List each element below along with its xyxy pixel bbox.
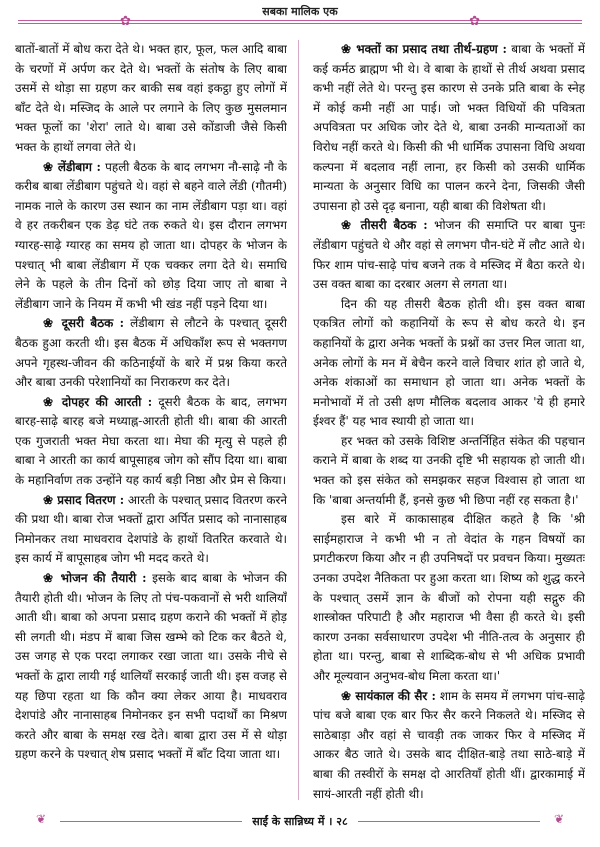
section-prasad-distribution: [15, 491, 287, 569]
section-body: भोजन की समाप्ति पर बाबा पुनः लेंडीबाग पहुंचते थे और वहां से लगभग पौन-घंटे में लौट आते थे। फिर शाम पांच-साढ़े पांच बजने तक वे मस्जिद में बैठा करते थे। उस वक्त बाबा का दरबार अलग से लगता था।: [313, 218, 585, 292]
section-heading: ❀ भक्तों का प्रसाद तथा तीर्थ-ग्रहण :: [341, 42, 507, 56]
right-column: [313, 40, 585, 800]
section-devotee-prasad: [313, 40, 585, 216]
page-footer: [0, 812, 600, 847]
left-column: [15, 40, 287, 800]
page-header: [0, 0, 600, 34]
paragraph: दिन की यह तीसरी बैठक होती थी। इस वक्त बाबा एकत्रित लोगों को कहानियों के रूप से बोध करते थे। इन कहानियों के द्वारा अनेक भक्तों के प्रश्नों का उत्तर मिल जाता था, अनेक लोगों के मन में बेचैन करने वाले विचार शांत हो जाते थे, अनेक शंकाओं का समाधान हो जाता था। अनेक भक्तों के मनोभावों में तो उसी क्षण मौलिक बदलाव आकर 'ये ही हमारे ईश्वर हैं' यह भाव स्थायी हो जाता था।: [313, 296, 585, 429]
section-second-sitting: [15, 314, 287, 392]
section-body: दूसरी बैठक के बाद, लगभग बारह-साढ़े बारह बजे मध्याह्न-आरती होती थी। बाबा की आरती एक गुजराती भक्त मेघा करता था। मेघा की मृत्यु से पहले ही बाबा ने आरती का कार्य बापूसाहब जोग को सौंप दिया था। बाबा के महानिर्वाण तक उन्होंने यह कार्य बड़ी निष्ठा और प्रेम से किया।: [15, 394, 287, 488]
section-meal-preparation: [15, 569, 287, 765]
section-heading: ❀ सायंकाल की सैर :: [341, 688, 436, 703]
flourish-ornament-icon: ❦: [36, 812, 47, 826]
flourish-ornament-icon: ❦: [553, 812, 564, 826]
section-lendibag: [15, 158, 287, 315]
paragraph: इस बारे में काकासाहब दीक्षित कहते है कि 'श्री साईमहाराज ने कभी भी न तो वेदांत के गहन विषयों का प्रगटीकरण किया और न ही उपनिषदों पर प्रवचन किया। मुख्यतः उनका उपदेश नैतिकता पर हुआ करता था। शिष्य को शुद्ध करने के पश्चात् उसमें ज्ञान के बीजों को रोपना यही सद्गुरु की शास्त्रोक्त परिपाटी है और महाराज भी वैसा ही करते थे। इसी कारण उनका सर्वसाधारण उपदेश भी नीति-तत्व के अनुसार ही होता था। परन्तु, बाबा से शाब्दिक-बोध से भी अधिक प्रभावी और मूल्यवान अनुभव-बोध मिला करता था।': [313, 512, 585, 683]
section-heading: ❀ प्रसाद वितरण :: [43, 492, 125, 507]
section-heading: ❀ तीसरी बैठक :: [341, 218, 428, 233]
section-heading: ❀ लेंडीबाग :: [43, 159, 101, 174]
section-body: पहली बैठक के बाद लगभग नौ-साढ़े नौ के करीब बाबा लेंडीबाग पहुंचते थे। वहां से बहने वाले लेंडी (गौतमी) नामक नाले के कारण उस स्थान का नाम लेंडीबाग पड़ा था। वहां वे हर तकरीबन एक डेढ़ घंटे तक रुकते थे। इस दौरान लगभग ग्यारह-साढ़े ग्यारह का समय हो जाता था। दोपहर के भोजन के पश्चात् भी बाबा लेंडीबाग में एक चक्कर लगा देते थे। समाधि लेने के पहले के तीन दिनों को छोड़ दिया जाए तो बाबा ने लेंडीबाग जाने के नियम में कभी भी खंड नहीं पड़ने दिया था।: [15, 159, 287, 311]
section-body: शाम के समय में लगभग पांच-साढ़े पांच बजे बाबा एक बार फिर सैर करने निकलते थे। मस्जिद से साठेबाड़ा और वहां से चावड़ी तक जाकर फिर वे मस्जिद में आकर बैठ जाते थे। उसके बाद दीक्षित-बाड़े तथा साठे-बाड़े में बाबा की तस्वीरों के समक्ष दो आरतियाँ होती थीं। द्वारकामाई में सायं-आरती नहीं होती थी।: [313, 688, 585, 800]
section-heading: ❀ भोजन की तैयारी :: [43, 571, 147, 586]
paragraph: बातों-बातों में बोध करा देते थे। भक्त हार, फूल, फल आदि बाबा के चरणों में अर्पण कर देते थे। भक्तों के संतोष के लिए बाबा उसमें से थोड़ा सा ग्रहण कर बाकी सब वहां इकट्ठा हुए लोगों में बाँट देते थे। मस्जिद के आले पर लगाने के लिए कुछ मुसलमान भक्त फूलों का 'शेरा' लाते थे। बाबा उसे कोंडाजी जैसे किसी भक्त के हाथों लगवा लेते थे।: [15, 42, 287, 154]
section-body: इसके बाद बाबा के भोजन की तैयारी होती थी। भोजन के लिए तो पंच-पकवानों से भरी थालियाँ आती थी। बाबा को अपना प्रसाद ग्रहण कराने की भक्तों में होड़ सी लगती थी। मंडप में बाबा जिस खम्भे को टिक कर बैठते थे, उस जगह से एक परदा लगाकर रखा जाता था। उसके नीचे से भक्तों के द्वारा लायी गई थालियाँ सरकाई जाती थी। इस वजह से यह छिपा रहता था कि कौन क्या लेकर आया है। माधवराव देशपांडे और नानासाहब निमोनकर इन सभी पदार्थों का मिश्रण करते और बाबा के समक्ष रख देते। बाबा द्वारा उस में से थोड़ा ग्रहण करने के पश्चात् शेष प्रसाद भक्तों में बाँट दिया जाता था।: [15, 571, 287, 762]
section-heading: ❀ दूसरी बैठक :: [43, 316, 125, 331]
section-noon-aarti: [15, 393, 287, 491]
page-number-footer: साईं के सान्निध्य में । २८: [242, 815, 357, 828]
section-third-sitting: [313, 216, 585, 294]
section-body: आरती के पश्चात् प्रसाद वितरण करने की प्रथा थी। बाबा रोज भक्तों द्वारा अर्पित प्रसाद को नानासाहब निमोनकर तथा माधवराव देशपांडे के हाथों वितरित करवाते थे। इस कार्य में बापूसाहब जोग भी मदद करते थे।: [15, 492, 287, 566]
section-body: लेंडीबाग से लौटने के पश्चात् दूसरी बैठक हुआ करती थी। इस बैठक में अधिकाँश रूप से भक्तगण अपने गृहस्थ-जीवन की कठिनाईयों के बारे में प्रश्न किया करते और बाबा उनकी परेशानियों का निराकरण कर देते।: [15, 316, 287, 390]
paragraph: हर भक्त को उसके विशिष्ट अन्तर्निहित संकेत की पहचान कराने में बाबा के शब्द या उनकी दृष्टि भी सहायक हो जाती थी। भक्त को इस संकेत को समझकर सहज विश्वास हो जाता था कि 'बाबा अन्तर्यामी हैं, इनसे कुछ भी छिपा नहीं रह सकता है।': [313, 433, 585, 507]
column-divider: [298, 40, 299, 800]
section-evening-walk: [313, 687, 585, 800]
section-heading: ❀ दोपहर की आरती :: [43, 394, 153, 409]
flourish-ornament-icon: ✿: [469, 14, 480, 29]
header-rule: [18, 20, 582, 24]
flourish-ornament-icon: ✿: [120, 14, 131, 29]
section-body: बाबा के भक्तों में कई कर्मठ ब्राह्मण भी थे। वे बाबा के हाथों से तीर्थ अथवा प्रसाद कभी नहीं लेते थे। परन्तु इस कारण से उनके प्रति बाबा के स्नेह में कोई कमी नहीं आ पाई। जो भक्त विधियों की पवित्रता अपवित्रता पर अधिक जोर देते थे, बाबा उनकी मान्यताओं का विरोध नहीं करते थे। किसी की भी धार्मिक उपासना विधि अथवा कल्पना में बदलाव नहीं लाना, हर किसी को उसकी धार्मिक मान्यता के अनुसार विधि का पालन करने देना, जिसकी जैसी उपासना हो उसे दृढ़ बनाना, यही बाबा की विशेषता थी।: [313, 42, 585, 213]
running-title: सबका मालिक एक: [254, 5, 345, 18]
